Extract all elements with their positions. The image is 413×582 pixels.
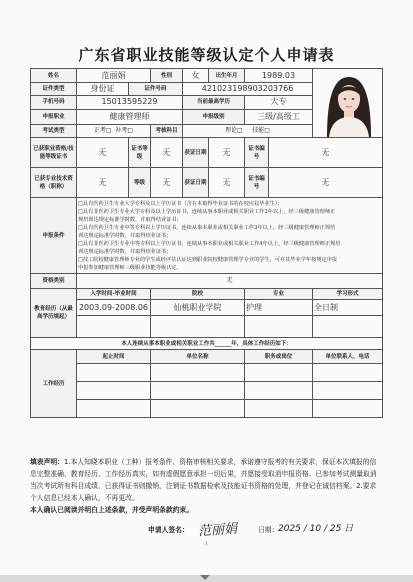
edu-period-value: 2003.09-2008.06 bbox=[77, 300, 151, 316]
name-label: 姓名 bbox=[31, 69, 77, 83]
photo-cell bbox=[313, 69, 383, 138]
id-no-value: 421023198903203766 bbox=[183, 83, 313, 96]
edu-major-value: 护理 bbox=[245, 300, 313, 316]
conditions-label: 申报条件 bbox=[31, 198, 77, 274]
condition-item: 申报参加健康管理师三级职业技能等级认定。 bbox=[78, 264, 182, 271]
phone-label: 手机号码 bbox=[31, 96, 77, 109]
prof-date-label: 获证日期 bbox=[183, 168, 209, 198]
cert-no-value: 无 bbox=[269, 138, 383, 168]
birth-label: 出生年月 bbox=[209, 69, 245, 83]
condition-item: 规培训达规定标准学时数，并取得结业证书； bbox=[78, 216, 182, 223]
issue-date-label: 获证日期 bbox=[183, 138, 209, 168]
cert-no-label: 证书编号 bbox=[245, 138, 269, 168]
condition-item: 训达规定标准学时数，并取得结业证书； bbox=[78, 248, 172, 255]
exam-subject-options bbox=[183, 124, 313, 137]
edu-school-value: 仙桃职业学院 bbox=[151, 300, 245, 316]
condition-item[interactable]: □具有医药卫生专业中等专科以上学历证书，连续从事本职业或相关职业工作3年以上，经三级健康管理师正规培 bbox=[78, 224, 336, 231]
exam-type-regular[interactable]: 正考□ bbox=[93, 126, 112, 134]
work-witness-header: 单位联系人、电话 bbox=[313, 350, 383, 364]
education-label: 当前最高学历 bbox=[183, 96, 245, 109]
condition-item[interactable]: □具有非医药卫生专业中等专科以上学历证书，连续从事本职业或相关职业工作4年以上，经三级健康管理师正规培 bbox=[78, 240, 341, 247]
name-value: 范丽娟 bbox=[77, 69, 151, 83]
level-label: 申报级别 bbox=[183, 109, 245, 124]
declaration-confirm: 本人确认已阅读并明白上述条款，并受声明条款约束。 bbox=[30, 506, 194, 514]
exam-type-label: 考试类型 bbox=[31, 124, 77, 137]
declaration-text: 1.本人知晓本职业（工种）报考条件、资格审核相关要求，承诺遵守报考的有关要求，保证本次填报的信息完整准确、教育经历、工作经历真实，如有虚假愿意承担一切后果，并愿接受取消申报资格、已参加考试测量取消当次考试所有科目成绩、已获得证书则撤销，注销证书数据检索及技能证书资格的处理，并登记在诚信档案。2.要求个人信息已经本人确认，不再更改。 bbox=[30, 458, 377, 502]
application-form-table bbox=[30, 68, 383, 418]
prof-date-value: 无 bbox=[209, 168, 245, 198]
occupation-value: 健康管理师 bbox=[77, 109, 183, 124]
exam-subject-skill[interactable]: 技能□ bbox=[252, 126, 270, 134]
gender-value: 女 bbox=[183, 69, 209, 83]
conditions-list bbox=[77, 198, 383, 274]
signature-row bbox=[30, 521, 382, 540]
edu-exp-label: 教育经历（从最高学历填起） bbox=[31, 289, 77, 338]
exam-type-options bbox=[77, 124, 151, 137]
id-no-label: 证件号码 bbox=[129, 83, 183, 96]
work-post-header: 职务或岗位 bbox=[245, 350, 313, 364]
occupation-label: 申报职业 bbox=[31, 109, 77, 124]
applicant-sign-label: 申请人签名： bbox=[148, 526, 189, 534]
table-row bbox=[31, 400, 383, 418]
work-years-line: 本人连续从事本职业或相关职业工作共______年，具体工作经历如下： bbox=[31, 338, 383, 350]
portrait-image bbox=[313, 69, 382, 137]
date-value: 2025 / 10 / 25 日 bbox=[278, 524, 354, 534]
prof-cert-value: 无 bbox=[77, 168, 129, 198]
declaration bbox=[30, 456, 382, 516]
phone-value: 15013595229 bbox=[77, 96, 183, 109]
edu-school-header: 院校 bbox=[151, 289, 245, 300]
issue-date-value: 无 bbox=[209, 138, 245, 168]
file-type-value: 无 bbox=[77, 274, 383, 289]
applicant-photo bbox=[313, 69, 382, 137]
declaration-lead: 填表声明： bbox=[30, 458, 64, 466]
condition-item[interactable]: □具有非医药卫生专业大学专科及以上学历证书，连续从事本职业或相关职业工作2年以上，经三级健康管理师正 bbox=[78, 208, 336, 215]
edu-period-header: 入学时间-毕业时间 bbox=[77, 289, 151, 300]
exam-subject-label: 考核科目 bbox=[151, 124, 183, 137]
cert-level-label: 证书等级 bbox=[129, 138, 151, 168]
birth-value: 1989.03 bbox=[245, 69, 313, 83]
prof-no-label: 证书编号 bbox=[245, 168, 269, 198]
prof-cert-label: 已获专业技术资格（职称） bbox=[31, 168, 77, 198]
gender-label: 性别 bbox=[151, 69, 183, 83]
prof-level-value: 无 bbox=[151, 168, 183, 198]
edu-form-header: 学习形式 bbox=[313, 289, 383, 300]
condition-item[interactable]: □具有医药卫生专业大学专科及以上学历证书（含在本取得毕业证书的在校应届毕业生）； bbox=[78, 200, 283, 207]
scroll-down-icon[interactable] bbox=[200, 575, 210, 580]
cert-held-label: 已获职业资格/技能等级证书 bbox=[31, 138, 77, 168]
education-value: 大专 bbox=[245, 96, 313, 109]
prof-no-value: 无 bbox=[269, 168, 383, 198]
level-value: 三级/高级工 bbox=[245, 109, 313, 124]
work-start-header: 起止时间 bbox=[77, 350, 151, 364]
date-label: 日期： bbox=[258, 526, 279, 534]
edu-form-value: 全日制 bbox=[313, 300, 383, 316]
exam-type-makeup[interactable]: 补考□ bbox=[115, 126, 134, 134]
exam-subject-theory[interactable]: 理论□ bbox=[225, 126, 243, 134]
work-unit-header: 单位名称 bbox=[151, 350, 245, 364]
table-row bbox=[31, 300, 383, 316]
prof-level-label: 等级 bbox=[129, 168, 151, 198]
page-number: 1 bbox=[204, 541, 209, 547]
condition-item: 训达规定标准学时数，并取得结业证书； bbox=[78, 232, 172, 239]
edu-major-header: 专业 bbox=[245, 289, 313, 300]
cert-level-value: 无 bbox=[151, 138, 183, 168]
applicant-signature: 范丽娟 bbox=[197, 521, 238, 540]
file-type-label: 资格类别 bbox=[31, 274, 77, 289]
cert-held-value: 无 bbox=[77, 138, 129, 168]
table-row bbox=[31, 316, 383, 338]
condition-item[interactable]: □技工院校健康管理师专业的学生或经评估认证达到职业院校健康管理学专业的学生，可在其毕业学年按规定申报 bbox=[78, 256, 338, 263]
page-title: 广东省职业技能等级认定个人申请表 bbox=[78, 46, 335, 64]
table-row bbox=[31, 364, 383, 382]
work-exp-label: 工作经历 bbox=[31, 350, 77, 418]
id-type-value: 身份证 bbox=[77, 83, 129, 96]
id-type-label: 证件类型 bbox=[31, 83, 77, 96]
table-row bbox=[31, 382, 383, 400]
